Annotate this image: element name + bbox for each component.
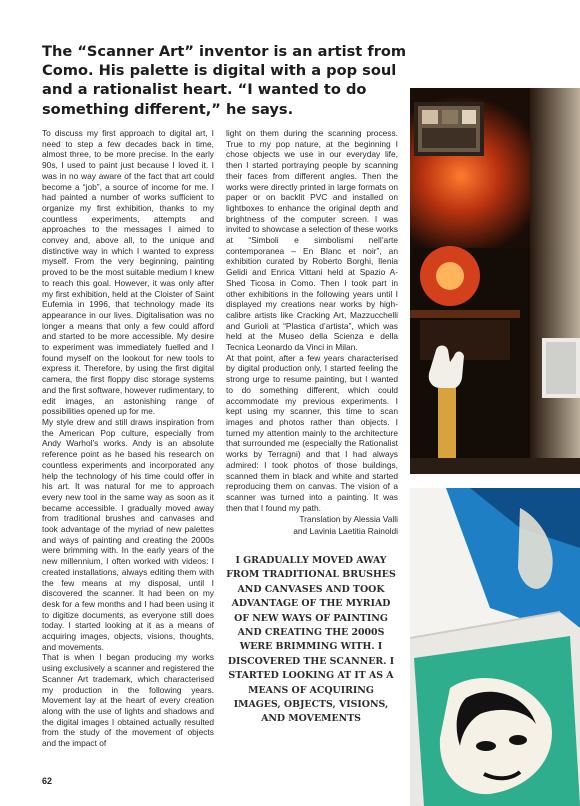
body-paragraph: light on them during the scanning process. True to my pop nature, at the beginning I chose objects we use in our everyday life, then I started portraying people by scanning their faces from different angles. Then the works were directly printed in large formats on paper or on backlit PVC and installed on lightboxes to enhance the original depth and brightness of the computer screen. I was invited to showcase a selection of these works at “Simboli e simbolismi nell’arte contemporanea – En Blanc et noir”, an exhibition curated by Roberto Borghi, Ilenia Gelidi and Enrica Vittani held at Spazio A-Shed Ticosa in Como. Then I took part in other exhibitions in the following years until I displayed my creations near works by high-calibre artists like Cracking Art, Mazzucchelli and Gurioli at “Plastica d’artista”, which was held at the Museo della Scienza e della Tecnica Leonardo da Vinci in Milan. bbox=[226, 128, 398, 353]
article-body-right-column bbox=[226, 128, 398, 537]
translation-credit-line: and Lavinia Laetitia Rainoldi bbox=[293, 526, 398, 537]
translation-credit-line: Translation by Alessia Valli bbox=[299, 514, 398, 525]
article-body-left-column bbox=[42, 128, 214, 749]
page-number: 62 bbox=[42, 776, 53, 786]
body-paragraph: My style drew and still draws inspiration from the American Pop culture, especially from Andy Warhol’s works. Andy is an absolute reference point as he based his research on countless experiments and incorporated any help the technology of his time could offer in his art. It was natural for me to approach every new tool in the same way as soon as it became accessible. I gradually moved away from traditional brushes and canvases and took advantage of the myriad of new palettes and ways of painting and creating the 2000s were brimming with. In the early years of the new millennium, I often worked with videos: I created installations, always editing them with the few means at my disposal, until I discovered the scanner. It had been on my desk for a few months and I had been using it to digitize documents, as everyone still does today. I started looking at it as a means of acquiring images, objects, visions, thoughts, and movements. bbox=[42, 416, 214, 652]
body-paragraph: That is when I began producing my works using exclusively a scanner and registered the Scanner Art trademark, which characterised my production in the following years. Movement lay at the heart of every creation along with the use of lights and shadows and the digital images I obtained actually resulted from the study of the movement of objects and the impact of bbox=[42, 652, 214, 749]
pop-art-paintings-illustration bbox=[410, 488, 580, 806]
pull-quote: I GRADUALLY MOVED AWAY FROM TRADITIONAL BRUSHES AND CANVASES AND TOOK ADVANTAGE OF THE MYRIAD OF NEW WAYS OF PAINTING AND CREATING THE 2000S WERE BRIMMING WITH. I DISCOVERED THE SCANNER. I STARTED LOOKING AT IT AS A MEANS OF ACQUIRING IMAGES, OBJECTS, VISIONS, AND MOVEMENTS bbox=[226, 555, 396, 725]
pop-art-paintings-photo bbox=[410, 488, 580, 806]
article-headline: The “Scanner Art” inventor is an artist from Como. His palette is digital with a pop soul and a rationalist heart. “I wanted to do something different,” he says. bbox=[42, 43, 407, 118]
studio-interior-illustration bbox=[410, 88, 580, 474]
body-paragraph: At that point, after a few years characterised by digital production only, I started feeling the strong urge to resume painting, but I wanted to do something different, which could accommodate my previous experiments. I kept using my scanner, this time to scan images and photos rather than objects. I turned my attention mainly to the architecture that surrounded me (especially the Rationalist works by Terragni) and that I had always admired: I took photos of those buildings, scanned them in black and white and started reproducing them on canvas. The vision of a scanner was turned into a painting. It was then that I found my path. bbox=[226, 352, 398, 513]
studio-interior-photo bbox=[410, 88, 580, 474]
body-paragraph: To discuss my first approach to digital art, I need to step a few decades back in time, almost three, to be more precise. In the early 90s, I used to paint just because I loved it. I was in no way aware of the fact that art could become a “job”, a source of income for me. I had painted a number of works sufficient to organize my first exhibition, thanks to my countless experiments, attempts and approaches to the messages I aimed to convey and, above all, to the unique and distinctive way in which I wanted to express myself. From the very beginning, painting proved to be the most suitable medium I knew to reach this goal. However, it was only after my first exhibition, held at the Cloister of Saint Eufemia in 1996, that technology made its appearance in our lives. Digitalisation was no longer a means that only a few could afford and started to be more accessible. My desire to experiment was immediately fuelled and I found myself on the lookout for new tools to express it. Therefore, by using the first digital camera, the first floppy disc storage systems and the first software, however rudimentary, to edit images, an astonishing range of possibilities opened up for me. bbox=[42, 128, 214, 417]
